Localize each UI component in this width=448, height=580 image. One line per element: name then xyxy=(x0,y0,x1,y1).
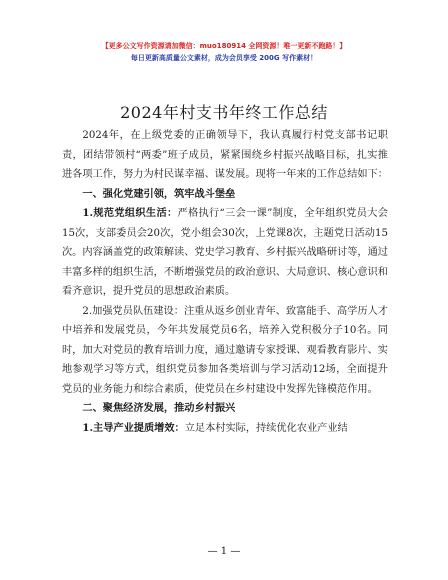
document-body xyxy=(62,126,388,438)
intro-paragraph: 2024年，在上级党委的正确领导下，我认真履行村党支部书记职责，团结带领村“两委”班子成员，紧紧围绕乡村振兴战略目标，扎实推进各项工作，努力为村民谋幸福、谋发展。现将一年来的工作总结如下： xyxy=(62,130,388,180)
promo-line-2: 每日更新高质量公文素材，成为会员享受 200G 写作素材！ xyxy=(130,54,318,62)
section-2-subheading-1: 1.主导产业提质增效： xyxy=(82,421,185,434)
section-1-subheading-1: 1.规范党组织生活： xyxy=(82,207,178,219)
section-2-paragraph-1 xyxy=(62,419,388,439)
page-number: — 1 — xyxy=(207,546,241,557)
section-1-paragraph-1 xyxy=(62,204,388,302)
section-2-paragraph-1-text: 立足本村实际，持续优化农业产业结 xyxy=(184,422,348,434)
promo-line-1: 【更多公文写作资源请加微信：muo180914 全网资源！唯一更新不跑路！】 xyxy=(101,42,347,50)
section-1-paragraph-1-text: 严格执行“三会一课”制度，全年组织党员大会15次，支部委员会20次，党小组会30次，上党课8次，主题党日活动15次。内容涵盖党的政策解读、党史学习教育、乡村振兴战略研讨等，通过丰富多样的组织生活，不断增强党员的政治意识、大局意识、核心意识和看齐意识，提升党员的思想政治素质。 xyxy=(62,208,388,297)
section-1-heading: 一、强化党建引领，筑牢战斗堡垒 xyxy=(82,188,236,200)
section-1-paragraph-2: 2.加强党员队伍建设：注重从返乡创业青年、致富能手、高学历人才中培养和发展党员，今年共发展党员6名，培养入党积极分子10名。同时，加大对党员的教育培训力度，通过邀请专家授课、观看教育影片、实地参观学习等方式，组织党员参加各类培训与学习活动12场，全面提升党员的业务能力和综合素质，使党员在乡村建设中发挥先锋模范作用。 xyxy=(62,305,388,395)
document-title: 2024年村支书年终工作总结 xyxy=(120,103,328,122)
promo-banner xyxy=(0,40,448,64)
section-2-heading: 二、聚焦经济发展，推动乡村振兴 xyxy=(82,403,236,414)
